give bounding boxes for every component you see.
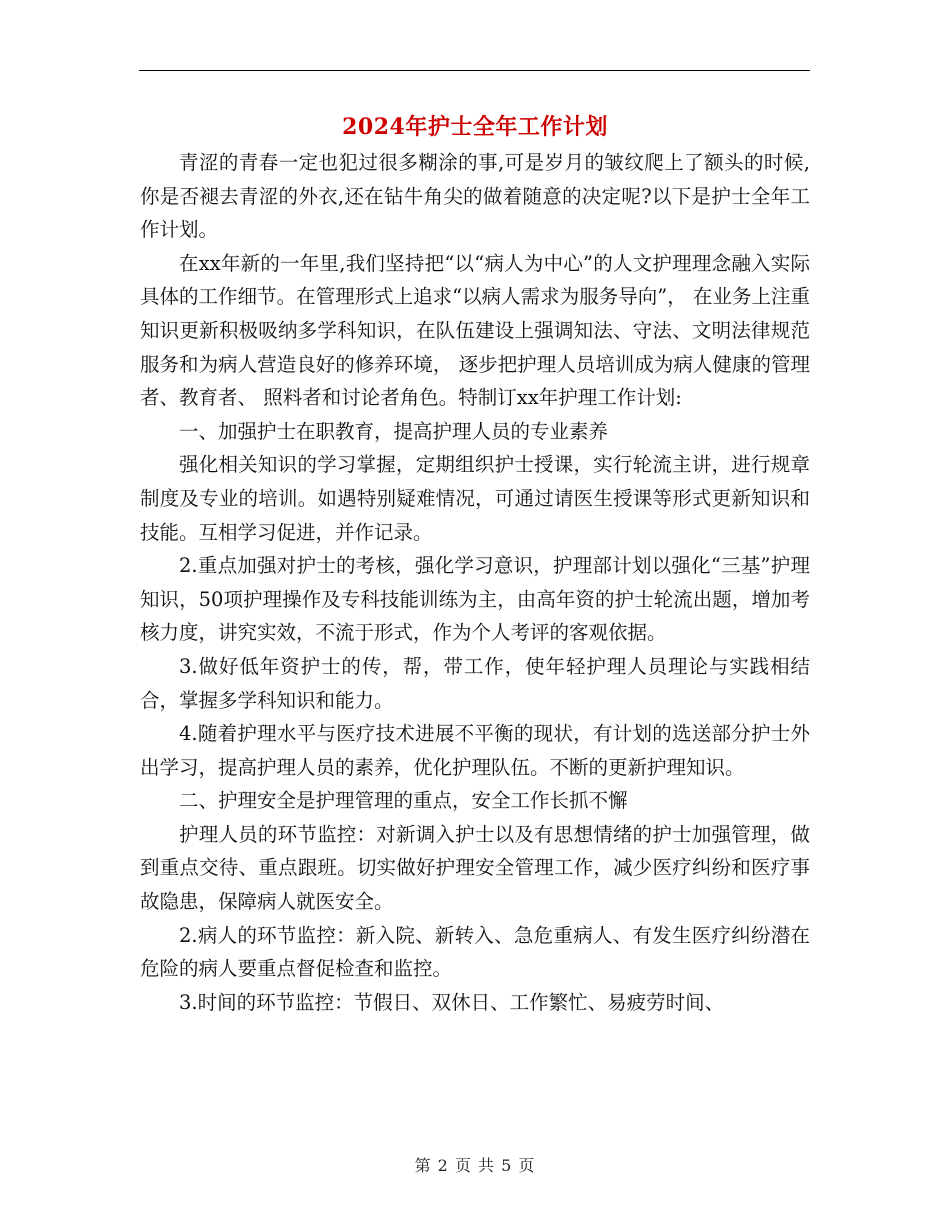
list-item: 2.病人的环节监控：新入院、新转入、急危重病人、有发生医疗纠纷潜在危险的病人要重点督促检查和监控。 bbox=[140, 923, 810, 981]
header-rule bbox=[139, 70, 810, 71]
body-paragraph: 在xx年新的一年里,我们坚持把“以“病人为中心”的人文护理理念融入实际具体的工作细节。在管理形式上追求“以病人需求为服务导向”， 在业务上注重知识更新积极吸纳多学科知识，在队伍建设上强调知法、守法、文明法律规范服务和为病人营造良好的修养环境， 逐步把护理人员培训成为病人健康的管理者、教育者、 照料者和讨论者角色。特制订xx年护理工作计划: bbox=[140, 251, 810, 410]
document-title: 2024年护士全年工作计划 bbox=[342, 114, 608, 140]
body-paragraph: 护理人员的环节监控：对新调入护士以及有思想情绪的护士加强管理，做到重点交待、重点跟班。切实做好护理安全管理工作，减少医疗纠纷和医疗事故隐患，保障病人就医安全。 bbox=[140, 822, 810, 914]
section-heading-1: 一、加强护士在职教育，提高护理人员的专业素养 bbox=[179, 419, 609, 443]
list-item: 3.做好低年资护士的传，帮，带工作，使年轻护理人员理论与实践相结合，掌握多学科知识和能力。 bbox=[140, 654, 810, 712]
list-item: 2.重点加强对护士的考核，强化学习意识，护理部计划以强化“三基”护理知识，50项护理操作及专科技能训练为主，由高年资的护士轮流出题，增加考核力度，讲究实效，不流于形式，作为个人考评的客观依据。 bbox=[140, 554, 810, 645]
list-item: 4.随着护理水平与医疗技术进展不平衡的现状，有计划的选送部分护士外出学习，提高护理人员的素养，优化护理队伍。不断的更新护理知识。 bbox=[140, 722, 810, 779]
section-heading-2: 二、护理安全是护理管理的重点，安全工作长抓不懈 bbox=[179, 789, 628, 813]
page-number-footer: 第 2 页 共 5 页 bbox=[414, 1156, 536, 1175]
body-paragraph: 强化相关知识的学习掌握，定期组织护士授课，实行轮流主讲，进行规章制度及专业的培训。如遇特别疑难情况，可通过请医生授课等形式更新知识和技能。互相学习促进，并作记录。 bbox=[140, 453, 810, 544]
list-item: 3.时间的环节监控：节假日、双休日、工作繁忙、易疲劳时间、 bbox=[179, 990, 725, 1014]
document-body bbox=[140, 146, 810, 1019]
intro-paragraph: 青涩的青春一定也犯过很多糊涂的事,可是岁月的皱纹爬上了额头的时候,你是否褪去青涩的外衣,还在钻牛角尖的做着随意的决定呢?以下是护士全年工作计划。 bbox=[140, 151, 810, 242]
